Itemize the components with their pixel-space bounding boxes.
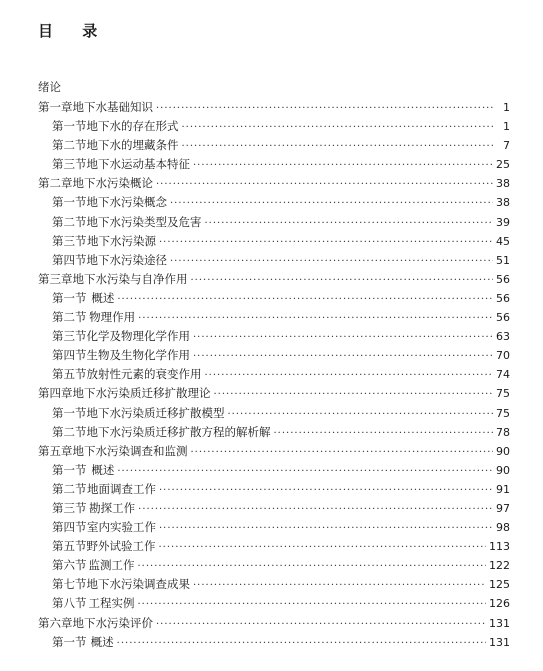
- toc-entry-page: 131: [489, 635, 510, 649]
- toc-entry-title: 地下水污染源: [86, 233, 156, 248]
- toc-section-entry: [38, 461, 510, 480]
- toc-leader-dots: [117, 462, 493, 481]
- toc-entry-number: 第四节: [52, 348, 87, 363]
- toc-list: [38, 98, 510, 652]
- toc-section-entry: [38, 327, 510, 346]
- toc-entry-number: 第一节: [52, 119, 87, 134]
- toc-entry-page: 45: [496, 234, 510, 248]
- toc-entry-title: 监测工作: [88, 558, 135, 573]
- toc-leader-dots: [193, 576, 486, 595]
- toc-leader-dots: [191, 271, 494, 290]
- toc-section-entry: [38, 423, 510, 442]
- toc-entry-page: 25: [496, 158, 510, 172]
- toc-section-entry: [38, 117, 510, 136]
- toc-entry-page: 126: [489, 597, 510, 611]
- toc-entry-number: 第一节: [52, 290, 87, 305]
- toc-leader-dots: [117, 290, 493, 309]
- toc-entry-page: 38: [496, 177, 510, 191]
- toc-entry-number: 第二节: [52, 214, 87, 229]
- toc-entry-number: 第二节: [52, 310, 87, 325]
- toc-entry-number: 第三节: [52, 157, 87, 172]
- toc-entry-title: 生物及生物化学作用: [86, 348, 190, 363]
- toc-leader-dots: [137, 557, 486, 576]
- toc-leader-dots: [205, 366, 494, 385]
- toc-section-entry: [38, 633, 510, 652]
- toc-section-entry: [38, 232, 510, 251]
- toc-entry-number: 第四节: [52, 520, 87, 535]
- toc-entry-title: 地下水污染质迁移扩散模型: [86, 405, 225, 420]
- toc-leader-dots: [137, 595, 486, 614]
- toc-entry-number: 第四章: [38, 386, 73, 401]
- toc-entry-title: 地下水污染调查成果: [86, 577, 190, 592]
- toc-chapter-entry: [38, 384, 510, 403]
- toc-entry-title: 勘探工作: [89, 500, 136, 515]
- toc-entry-number: 第一节: [52, 195, 87, 210]
- toc-entry-title: 地下水污染质迁移扩散理论: [72, 386, 211, 401]
- toc-section-entry: [38, 404, 510, 423]
- toc-entry-page: 38: [496, 196, 510, 210]
- toc-entry-title: 地下水污染质迁移扩散方程的解析解: [86, 424, 271, 439]
- toc-section-entry: [38, 556, 510, 575]
- toc-section-entry: [38, 213, 510, 232]
- toc-entry-page: 125: [489, 578, 510, 592]
- toc-entry-number: 第八节: [52, 596, 87, 611]
- toc-entry-page: 70: [496, 349, 510, 363]
- toc-section-entry: [38, 480, 510, 499]
- toc-section-entry: [38, 136, 510, 155]
- toc-entry-number: 第三节: [52, 233, 87, 248]
- toc-entry-title: 室内实验工作: [86, 520, 156, 535]
- toc-entry-title: 概述: [90, 634, 114, 649]
- toc-leader-dots: [193, 347, 493, 366]
- toc-entry-page: 90: [496, 463, 510, 477]
- toc-entry-title: 地下水污染概念: [86, 195, 167, 210]
- toc-leader-dots: [156, 175, 493, 194]
- toc-leader-dots: [170, 252, 493, 271]
- toc-section-entry: [38, 537, 510, 556]
- toc-section-entry: [38, 594, 510, 613]
- toc-leader-dots: [193, 328, 493, 347]
- toc-entry-title: 地下水污染评价: [72, 615, 153, 630]
- toc-entry-number: 第一章: [38, 100, 73, 114]
- toc-section-entry: [38, 365, 510, 384]
- toc-leader-dots: [159, 481, 493, 500]
- toc-entry-page: 122: [489, 559, 510, 573]
- toc-entry-number: 第三节: [52, 500, 87, 515]
- toc-leader-dots: [159, 538, 487, 557]
- toc-entry-number: 第七节: [52, 577, 87, 592]
- toc-entry-title: 概述: [91, 290, 115, 305]
- toc-chapter-entry: [38, 270, 510, 289]
- toc-entry-page: 1: [503, 120, 510, 134]
- toc-leader-dots: [138, 309, 493, 328]
- toc-entry-page: 51: [496, 253, 510, 267]
- toc-entry-page: 78: [496, 425, 510, 439]
- toc-leader-dots: [228, 405, 494, 424]
- toc-entry-page: 7: [503, 139, 510, 153]
- toc-leader-dots: [170, 194, 493, 213]
- toc-entry-number: 第一节: [52, 634, 87, 649]
- toc-entry-number: 第五节: [52, 367, 87, 382]
- toc-entry-number: 第五节: [52, 539, 87, 554]
- toc-entry-page: 113: [489, 540, 510, 554]
- toc-entry-number: 第二节: [52, 138, 87, 153]
- toc-leader-dots: [156, 615, 486, 634]
- toc-entry-page: 39: [496, 215, 510, 229]
- toc-section-entry: [38, 575, 510, 594]
- toc-leader-dots: [159, 233, 493, 252]
- toc-entry-title: 地下水基础知识: [72, 100, 153, 114]
- toc-entry-number: 第二节: [52, 481, 87, 496]
- toc-entry-title: 化学及物理化学作用: [86, 329, 190, 344]
- toc-entry-number: 第三章: [38, 271, 73, 286]
- toc-leader-dots: [117, 634, 486, 653]
- toc-leader-dots: [156, 99, 493, 118]
- toc-entry-title: 地下水的存在形式: [86, 119, 179, 134]
- page-title: 目 录: [38, 22, 110, 40]
- toc-entry-title: 工程实例: [88, 596, 135, 611]
- toc-entry-number: 第一节: [52, 462, 87, 477]
- toc-entry-page: 75: [496, 406, 510, 420]
- toc-leader-dots: [159, 519, 493, 538]
- toc-entry-page: 63: [496, 330, 510, 344]
- toc-entry-page: 131: [489, 616, 510, 630]
- toc-entry-page: 56: [496, 311, 510, 325]
- toc-leader-dots: [205, 214, 494, 233]
- toc-entry-title: 概述: [91, 462, 115, 477]
- toc-section-entry: [38, 499, 510, 518]
- toc-entry-title: 地下水污染类型及危害: [86, 214, 202, 229]
- toc-entry-title: 地下水运动基本特征: [86, 157, 190, 172]
- toc-leader-dots: [182, 137, 494, 156]
- toc-entry-number: 第六节: [52, 558, 87, 573]
- toc-entry-page: 74: [496, 368, 510, 382]
- toc-section-entry: [38, 308, 510, 327]
- toc-section-entry: [38, 193, 510, 212]
- toc-leader-dots: [274, 424, 494, 443]
- toc-entry-page: 98: [496, 521, 510, 535]
- toc-entry-number: 第四节: [52, 252, 87, 267]
- toc-entry-number: 第二节: [52, 424, 87, 439]
- toc-entry-page: 1: [503, 101, 510, 114]
- toc-leader-dots: [138, 500, 493, 519]
- toc-entry-title: 地下水污染与自净作用: [72, 271, 188, 286]
- toc-entry-title: 地下水污染途径: [86, 252, 167, 267]
- toc-entry-page: 91: [496, 482, 510, 496]
- toc-entry-number: 第二章: [38, 176, 73, 191]
- toc-entry-number: 第三节: [52, 329, 87, 344]
- toc-entry-page: 97: [496, 501, 510, 515]
- toc-chapter-entry: [38, 98, 510, 117]
- toc-entry-title: 地下水污染调查和监测: [72, 443, 188, 458]
- toc-section-entry: [38, 289, 510, 308]
- toc-entry-page: 90: [496, 444, 510, 458]
- toc-entry-number: 第一节: [52, 405, 87, 420]
- toc-entry-page: 56: [496, 272, 510, 286]
- toc-chapter-entry: [38, 442, 510, 461]
- toc-entry-title: 放射性元素的衰变作用: [86, 367, 202, 382]
- toc-entry-page: 56: [496, 291, 510, 305]
- toc-entry-title: 地下水的埋藏条件: [86, 138, 179, 153]
- toc-leader-dots: [191, 443, 494, 462]
- toc-entry-title: 物理作用: [89, 310, 136, 325]
- toc-chapter-entry: [38, 174, 510, 193]
- toc-entry-number: 第五章: [38, 443, 73, 458]
- toc-entry-page: 75: [496, 387, 510, 401]
- toc-section-entry: [38, 346, 510, 365]
- toc-entry-number: 第六章: [38, 615, 73, 630]
- toc-leader-dots: [182, 118, 494, 137]
- intro-entry: 绪论: [38, 80, 61, 94]
- toc-section-entry: [38, 155, 510, 174]
- toc-section-entry: [38, 518, 510, 537]
- toc-entry-title: 野外试验工作: [86, 539, 156, 554]
- toc-chapter-entry: [38, 614, 510, 633]
- toc-entry-title: 地面调查工作: [86, 481, 156, 496]
- toc-entry-title: 地下水污染概论: [72, 176, 153, 191]
- toc-leader-dots: [214, 385, 494, 404]
- toc-section-entry: [38, 251, 510, 270]
- toc-leader-dots: [193, 156, 493, 175]
